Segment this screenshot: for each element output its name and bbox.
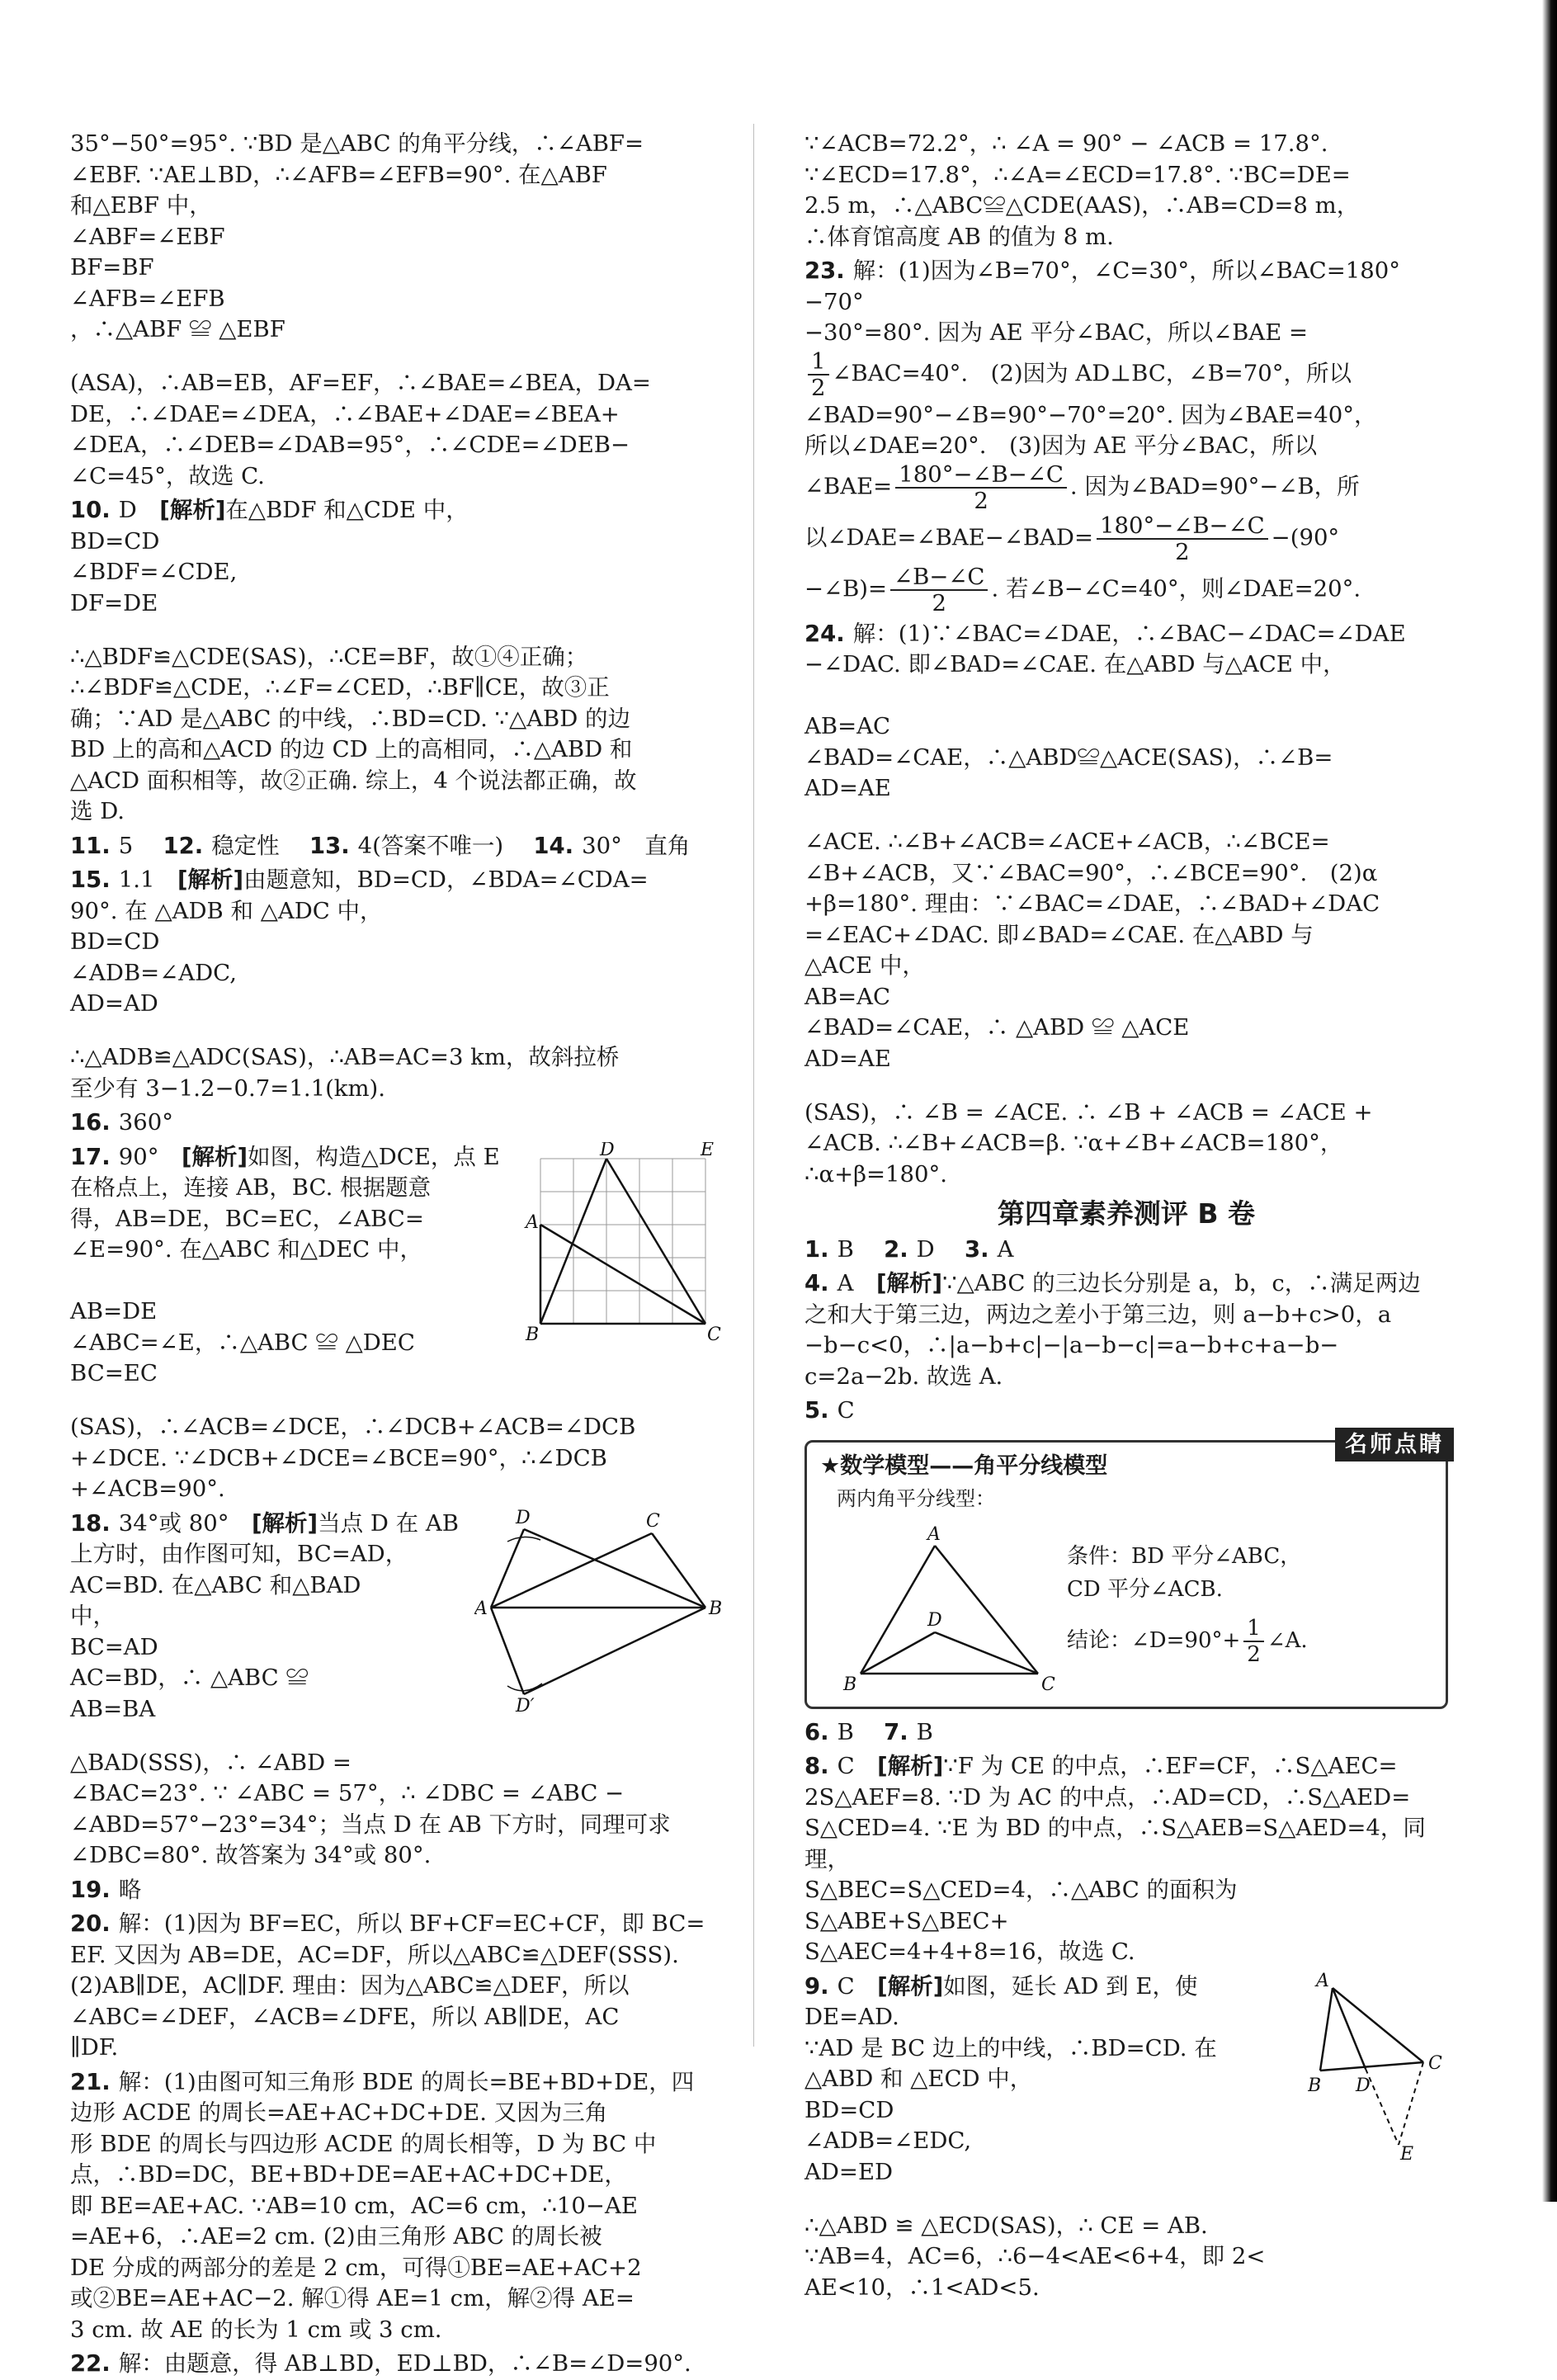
text-line — [804, 681, 1448, 712]
text-line — [804, 564, 1448, 616]
text-line: ∠DEA，∴∠DEB=∠DAB=95°，∴∠CDE=∠DEB− — [70, 432, 630, 458]
question-8 — [804, 1751, 1448, 1968]
answer: C — [837, 1397, 855, 1424]
text-line: 之和大于第三边，两边之差小于第三边，则 a−b+c>0，a — [804, 1301, 1392, 1328]
text-line — [804, 1235, 1448, 1266]
question-number: 14. — [533, 832, 574, 859]
text-line: 3 cm. 故 AE 的长为 1 cm 或 3 cm. — [70, 2316, 442, 2343]
section-title: 第四章素养测评 B 卷 — [997, 1197, 1256, 1230]
left-column — [70, 125, 722, 2380]
scan-edge-shadow — [1542, 0, 1557, 2202]
text-line — [70, 1909, 722, 1940]
text-span: 解：(1)因为 BF=EC，所以 BF+CF=EC+CF，即 BC= — [118, 1910, 705, 1937]
point-label: B — [526, 1324, 540, 1345]
question-19 — [70, 1875, 722, 1906]
answer: 5 — [118, 832, 134, 859]
question-number: 15. — [70, 867, 111, 893]
question-number: 12. — [163, 832, 204, 859]
question-number: 9. — [804, 1972, 829, 2000]
text-line: 2S△AEF=8. ∵D 为 AC 的中点，∴AD=CD，∴S△AED= — [804, 1783, 1411, 1811]
question-number: 20. — [70, 1910, 111, 1937]
grid-figure-q17 — [524, 1142, 722, 1348]
text-line: ∵∠ECD=17.8°，∴∠A=∠ECD=17.8°. ∵BC=DE= — [804, 161, 1351, 188]
point-label: C — [1428, 2052, 1442, 2074]
text-line: ∴体育馆高度 AB 的值为 8 m. — [804, 223, 1114, 250]
text-span: ∠BAE= — [804, 473, 893, 499]
fraction — [895, 462, 1067, 513]
text-line: ∠B+∠ACB，又∵∠BAC=90°，∴∠BCE=90°. (2)α — [804, 859, 1378, 886]
question-number: 18. — [70, 1509, 111, 1537]
point-label: A — [474, 1598, 488, 1619]
analysis-tag: [解析] — [877, 1972, 944, 2000]
question-number: 16. — [70, 1109, 111, 1136]
text-line: =∠EAC+∠DAC. 即∠BAD=∠CAE. 在△ABD 与 — [804, 921, 1314, 948]
text-line: 上方时，由作图可知，BC=AD， — [70, 1541, 408, 1567]
point-label: C — [1041, 1674, 1055, 1695]
text-line — [70, 2067, 722, 2099]
question-15 — [70, 865, 722, 1104]
question-number: 7. — [884, 1718, 908, 1745]
text-line: 得，AB=DE，BC=EC，∠ABC= — [70, 1205, 424, 1232]
equation: ∠ABF=∠EBF — [70, 223, 225, 250]
question-16 — [70, 1107, 722, 1139]
text-line: ∵∠ACB=72.2°，∴ ∠A = 90° − ∠ACB = 17.8°. — [804, 130, 1328, 157]
text-line: S△BEC=S△CED=4，∴△ABC 的面积为 S△ABE+S△BEC+ — [804, 1877, 1238, 1934]
question-5 — [804, 1395, 1448, 1427]
text-line: ∴∠BDF≌△CDE，∴∠F=∠CED，∴BF∥CE，故③正 — [70, 674, 610, 701]
text-line: +β=180°. 理由：∵∠BAC=∠DAE，∴∠BAD+∠DAC — [804, 890, 1380, 917]
question-number: 3. — [964, 1235, 989, 1263]
text-line: DE，∴∠DAE=∠DEA，∴∠BAE+∠DAE=∠BEA+ — [70, 400, 620, 427]
point-label: D — [516, 1508, 531, 1528]
text-line: 边形 ACDE 的周长=AE+AC+DC+DE. 又因为三角 — [70, 2099, 608, 2126]
text-span: . 若∠B−∠C=40°，则∠DAE=20°. — [991, 575, 1361, 602]
text-line: ∠ABD=57°−23°=34°；当点 D 在 AB 下方时，同理可求 — [70, 1811, 671, 1838]
equation: ∠ADB=∠EDC, — [804, 2127, 972, 2154]
question-number: 24. — [804, 620, 845, 647]
text-span: 中， — [70, 1603, 116, 1629]
text-line: △BAD(SSS)，∴ ∠ABD = — [70, 1749, 352, 1776]
questions-11-14 — [70, 831, 722, 862]
answer: A — [997, 1235, 1014, 1263]
text-span: 结论：∠D=90°+ — [1067, 1627, 1241, 1653]
text-line: 即 BE=AE+AC. ∵AB=10 cm，AC=6 cm，∴10−AE — [70, 2192, 638, 2219]
equation: AB=BA — [70, 1695, 156, 1722]
text-line — [70, 1107, 722, 1139]
text-line: ∵AB=4，AC=6，∴6−4<AE<6+4，即 2< — [804, 2243, 1266, 2269]
q22-continued — [804, 129, 1448, 253]
text-line: ∵AD 是 BC 边上的中线，∴BD=CD. 在 — [804, 2034, 1217, 2061]
equation: BC=AD — [70, 1633, 158, 1660]
text-line — [70, 2349, 722, 2380]
text-line — [804, 513, 1448, 564]
point-label: C — [707, 1324, 721, 1345]
answer: 略 — [118, 1876, 142, 1903]
equation: AB=AC — [804, 713, 891, 739]
text-span: △ACE 中， — [804, 952, 925, 979]
point-label: A — [1316, 1971, 1329, 1991]
text-line: △ACD 面积相等，故②正确. 综上，4 个说法都正确，故 — [70, 767, 637, 794]
text-line: ∴△ADB≌△ADC(SAS)，∴AB=AC=3 km，故斜拉桥 — [70, 1044, 620, 1070]
angle-bisector-figure — [840, 1525, 1063, 1698]
text-line: ∥DF. — [70, 2034, 119, 2061]
point-label: B — [1308, 2075, 1322, 2096]
numerator: 180°−∠B−∠C — [895, 462, 1067, 489]
text-line: ∠DBC=80°. 故答案为 34°或 80°. — [70, 1842, 432, 1868]
numerator: ∠B−∠C — [890, 564, 988, 591]
text-line — [70, 831, 722, 862]
question-number: 8. — [804, 1753, 829, 1779]
text-line: S△CED=4. ∵E 为 BD 的中点，∴S△AEB=S△AED=4，同理， — [804, 1815, 1426, 1872]
text-line — [70, 1875, 722, 1906]
numerator: 180°−∠B−∠C — [1097, 513, 1268, 540]
analysis-tag: [解析] — [877, 1753, 944, 1779]
question-number: 17. — [70, 1143, 111, 1170]
q9-continued — [70, 129, 722, 492]
text-line — [804, 462, 1448, 513]
text-span: ∵△ABC 的三边长分别是 a，b，c，∴满足两边 — [942, 1270, 1421, 1296]
answer: B — [837, 1235, 854, 1263]
text-line: BD 上的高和△ACD 的边 CD 上的高相同，∴△ABD 和 — [70, 736, 633, 763]
equation: ∠BAD=∠CAE，∴ △ABD ≌ △ACE — [804, 1014, 1190, 1041]
answer: A — [837, 1270, 854, 1296]
equation: AD=AD — [70, 990, 158, 1017]
question-23 — [804, 256, 1448, 616]
text-span: . 因为∠BAD=90°−∠B，所 — [1069, 473, 1360, 499]
point-label: D — [1356, 2075, 1371, 2096]
question-17 — [70, 1142, 722, 1505]
answer: C — [837, 1753, 855, 1779]
text-line — [70, 865, 722, 896]
question-number: 6. — [804, 1718, 829, 1745]
fraction — [1097, 513, 1268, 564]
text-span: 解：(1)因为∠B=70°，∠C=30°，所以∠BAC=180°−70° — [804, 257, 1401, 315]
text-span: 解：(1)∵∠BAC=∠DAE，∴∠BAC−∠DAC=∠DAE — [852, 620, 1406, 647]
question-9 — [804, 1972, 1448, 2304]
point-label: B — [843, 1674, 857, 1695]
analysis-tag: [解析] — [251, 1509, 318, 1537]
text-line — [804, 1751, 1448, 1783]
denominator: 2 — [1175, 538, 1190, 565]
answer: 90° — [118, 1143, 159, 1170]
text-line: ∠BAD=90°−∠B=90°−70°=20°. 因为∠BAE=40°， — [804, 401, 1377, 428]
text-line: 在格点上，连接 AB，BC. 根据题意 — [70, 1174, 432, 1201]
question-21 — [70, 2067, 722, 2346]
text-line: 点，∴BD=DC，BE+BD+DE=AE+AC+DC+DE， — [70, 2161, 627, 2188]
equation: BD=CD — [804, 2096, 894, 2123]
text-span: ，∴△ABF ≌ △EBF — [70, 316, 285, 342]
text-line — [804, 1395, 1448, 1427]
equation: ∠BAD=∠CAE，∴△ABD≌△ACE(SAS)，∴∠B= — [804, 744, 1333, 771]
text-line — [70, 191, 722, 222]
analysis-tag: [解析] — [875, 1270, 943, 1296]
text-span: ∠A. — [1267, 1627, 1308, 1653]
text-line: ∠ACB. ∴∠B+∠ACB=β. ∵α+∠B+∠ACB=180°， — [804, 1130, 1343, 1156]
point-label: A — [526, 1211, 539, 1233]
question-18 — [70, 1509, 722, 1872]
text-line: ∠C=45°，故选 C. — [70, 462, 265, 489]
denominator: 2 — [974, 487, 988, 514]
question-20 — [70, 1909, 722, 2064]
fraction — [808, 349, 829, 400]
text-line — [804, 349, 1448, 400]
equation: AD=ED — [804, 2158, 894, 2185]
numerator: 1 — [808, 349, 829, 375]
text-line: 所以∠DAE=20°. (3)因为 AE 平分∠BAC，所以 — [804, 432, 1318, 459]
point-label: B — [709, 1598, 722, 1619]
text-line: 2.5 m，∴△ABC≌△CDE(AAS)，∴AB=CD=8 m， — [804, 192, 1360, 219]
fraction — [1243, 1616, 1264, 1667]
questions-6-7 — [804, 1717, 1448, 1749]
text-line: ∴△ABD ≌ △ECD(SAS)，∴ CE = AB. — [804, 2212, 1208, 2239]
point-label: C — [646, 1510, 660, 1532]
text-line: −∠DAC. 即∠BAD=∠CAE. 在△ABD 与△ACE 中， — [804, 651, 1346, 678]
answer: B — [837, 1718, 854, 1745]
text-line: +∠ACB=90°. — [70, 1476, 225, 1502]
text-span: 解：由题意，得 AB⊥BD，ED⊥BD，∴∠B=∠D=90°. — [118, 2350, 691, 2377]
text-line: 选 D. — [70, 798, 125, 824]
text-line — [804, 1268, 1448, 1300]
equation: AB=AC — [804, 983, 891, 1010]
questions-1-3 — [804, 1235, 1448, 1266]
text-line: c=2a−2b. 故选 A. — [804, 1362, 1003, 1390]
text-line: (SAS)，∴ ∠B = ∠ACE. ∴ ∠B + ∠ACB = ∠ACE + — [804, 1098, 1373, 1126]
text-line: ∠ACE. ∴∠B+∠ACB=∠ACE+∠ACB，∴∠BCE= — [804, 829, 1330, 855]
equation: AC=BD，∴ △ABC ≌ — [70, 1665, 309, 1691]
question-number: 23. — [804, 257, 845, 284]
equation: ∠AFB=∠EFB — [70, 285, 225, 312]
question-24 — [804, 619, 1448, 1191]
denominator: 2 — [932, 589, 947, 616]
fraction — [890, 564, 988, 616]
text-span: 当点 D 在 AB — [318, 1509, 459, 1537]
text-line: AE<10，∴1<AD<5. — [804, 2274, 1040, 2301]
answer: 34°或 80° — [118, 1509, 229, 1537]
text-line — [70, 896, 722, 928]
equation: AD=AE — [804, 775, 891, 801]
text-line — [804, 951, 1448, 982]
question-number: 5. — [804, 1397, 829, 1424]
text-line: ∠EBF. ∵AE⊥BD，∴∠AFB=∠EFB=90°. 在△ABF — [70, 161, 607, 188]
text-line: (ASA)，∴AB=EB，AF=EF，∴∠BAE=∠BEA，DA= — [70, 370, 651, 396]
equation: ∠BDF=∠CDE, — [70, 559, 238, 585]
equation: AB=DE — [70, 1298, 158, 1325]
question-number: 13. — [309, 832, 350, 859]
point-label: E — [1400, 2143, 1414, 2161]
text-span: △ABD 和 △ECD 中， — [804, 2066, 1033, 2092]
text-line: 或②BE=AE+AC−2. 解①得 AE=1 cm，解②得 AE= — [70, 2285, 635, 2312]
text-line: =AE+6，∴AE=2 cm. (2)由三角形 ABC 的周长被 — [70, 2223, 602, 2250]
question-number: 4. — [804, 1270, 829, 1296]
tip-subtitle: 两内角平分线型： — [837, 1486, 995, 1510]
text-line: ∴α+β=180°. — [804, 1160, 948, 1188]
column-divider — [753, 124, 754, 2047]
median-extension-figure — [1308, 1972, 1448, 2161]
tip-title: ★数学模型——角平分线模型 — [820, 1452, 1108, 1479]
answer: 1.1 — [118, 867, 155, 893]
answer: 30° 直角 — [582, 832, 691, 859]
text-line: ∴△BDF≌△CDE(SAS)，∴CE=BF，故①④正确； — [70, 643, 588, 670]
tip-text — [1067, 1540, 1308, 1667]
answer: 360° — [118, 1109, 173, 1136]
equation: BD=CD — [70, 928, 160, 955]
analysis-tag: [解析] — [177, 867, 244, 893]
point-label: D — [927, 1609, 942, 1631]
answer: B — [916, 1718, 933, 1745]
text-line: 35°−50°=95°. ∵BD 是△ABC 的角平分线，∴∠ABF= — [70, 130, 644, 157]
text-line: (SAS)，∴∠ACB=∠DCE，∴∠DCB+∠ACB=∠DCB — [70, 1414, 636, 1440]
equation: BD=CD — [70, 527, 160, 555]
point-label: E — [701, 1141, 715, 1160]
text-span: 如图，延长 AD 到 E，使 DE=AD. — [804, 1972, 1198, 2030]
question-number: 1. — [804, 1235, 829, 1263]
text-span: ∠BAC=40°. (2)因为 AD⊥BC，∠B=70°，所以 — [832, 360, 1352, 386]
point-label: A — [927, 1524, 941, 1545]
equation: AD=AE — [804, 1045, 891, 1072]
tip-condition: 条件：BD 平分∠ABC， — [1067, 1543, 1302, 1569]
text-line: ∠BAC=23°. ∵ ∠ABC = 57°，∴ ∠DBC = ∠ABC − — [70, 1780, 625, 1806]
text-line: EF. 又因为 AB=DE，AC=DF，所以△ABC≌△DEF(SSS). — [70, 1941, 679, 1968]
text-line: −b−c<0，∴|a−b+c|−|a−b−c|=a−b+c+a−b− — [804, 1332, 1339, 1358]
analysis-tag: [解析] — [181, 1143, 248, 1170]
text-line: (2)AB∥DE，AC∥DF. 理由：因为△ABC≌△DEF，所以 — [70, 1972, 630, 1999]
text-span: 由题意知，BD=CD，∠BDA=∠CDA= — [243, 867, 649, 893]
right-column — [804, 125, 1448, 2303]
text-line: S△AEC=4+4+8=16，故选 C. — [804, 1938, 1135, 1965]
equation: ∠ABC=∠E，∴△ABC ≌ △DEC — [70, 1329, 415, 1356]
equation: ∠ADB=∠ADC, — [70, 959, 237, 986]
equation: BC=EC — [70, 1360, 158, 1386]
tip-badge: 名师点睛 — [1335, 1428, 1454, 1462]
tip-conclusion — [1067, 1616, 1308, 1667]
text-span: −(90° — [1271, 524, 1340, 550]
text-span: 解：(1)由图可知三角形 BDE 的周长=BE+BD+DE，四 — [118, 2068, 695, 2095]
question-number: 2. — [884, 1235, 908, 1263]
point-label: D — [600, 1141, 615, 1160]
text-line — [804, 619, 1448, 650]
analysis-tag: [解析] — [159, 497, 226, 523]
teacher-tip-box — [804, 1431, 1448, 1709]
question-number: 11. — [70, 832, 111, 859]
text-span: −∠B)= — [804, 575, 888, 602]
answer: 4(答案不唯一) — [357, 832, 504, 859]
text-line: 至少有 3−1.2−0.7=1.1(km). — [70, 1074, 386, 1102]
point-label: D′ — [516, 1695, 535, 1715]
text-line — [70, 495, 722, 527]
text-line: 确；∵AD 是△ABC 的中线，∴BD=CD. ∵△ABD 的边 — [70, 705, 631, 732]
text-span: 和△EBF 中， — [70, 192, 212, 219]
text-line: DE 分成的两部分的差是 2 cm，可得①BE=AE+AC+2 — [70, 2254, 642, 2281]
question-number: 21. — [70, 2068, 111, 2095]
numerator: 1 — [1243, 1616, 1264, 1642]
equation: BF=BF — [70, 254, 154, 281]
question-number: 10. — [70, 497, 111, 523]
question-10 — [70, 495, 722, 828]
text-line: ∠ABC=∠DEF，∠ACB=∠DFE，所以 AB∥DE，AC — [70, 2003, 620, 2030]
answer: C — [837, 1972, 855, 2000]
text-line: ∠E=90°. 在△ABC 和△DEC 中， — [70, 1236, 422, 1263]
question-4 — [804, 1268, 1448, 1392]
text-span: 如图，构造△DCE，点 E — [248, 1143, 500, 1170]
text-line — [804, 256, 1448, 318]
text-span: ∵F 为 CE 的中点，∴EF=CF，∴S△AEC= — [943, 1753, 1398, 1779]
text-line: AC=BD. 在△ABC 和△BAD — [70, 1571, 361, 1598]
question-number: 19. — [70, 1876, 111, 1903]
denominator: 2 — [1247, 1641, 1261, 1667]
denominator: 2 — [811, 374, 826, 401]
text-line: +∠DCE. ∵∠DCB+∠DCE=∠BCE=90°，∴∠DCB — [70, 1444, 607, 1471]
text-line: 形 BDE 的周长与四边形 ACDE 的周长相等，D 为 BC 中 — [70, 2130, 657, 2157]
text-span: 在△BDF 和△CDE 中， — [225, 497, 469, 523]
answer: D — [916, 1235, 935, 1263]
triangle-figure-q18 — [474, 1509, 722, 1715]
text-span: 以∠DAE=∠BAE−∠BAD= — [804, 524, 1093, 550]
text-span: 90°. 在 △ADB 和 △ADC 中， — [70, 897, 383, 924]
tip-condition: CD 平分∠ACB. — [1067, 1576, 1223, 1602]
text-line: −30°=80°. 因为 AE 平分∠BAC，所以∠BAE = — [804, 319, 1309, 346]
equation: DF=DE — [70, 589, 158, 616]
question-22 — [70, 2349, 722, 2380]
question-number: 22. — [70, 2350, 111, 2377]
text-line — [804, 1717, 1448, 1749]
answer: 稳定性 — [211, 832, 280, 859]
answer: D — [118, 497, 137, 523]
